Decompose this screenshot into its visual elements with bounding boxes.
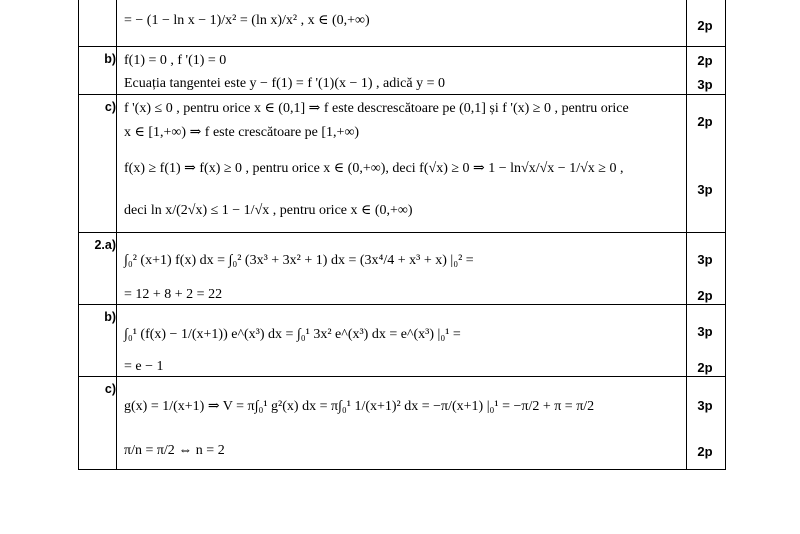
item-label: b)	[104, 310, 116, 324]
row-divider	[78, 304, 726, 305]
points-value: 2p	[697, 114, 713, 129]
points-value: 3p	[697, 398, 713, 413]
formula-line: ∫₀² (x+1) f(x) dx = ∫₀² (3x³ + 3x² + 1) dx = (3x⁴/4 + x³ + x) |₀² =	[124, 253, 474, 268]
formula-line: = 12 + 8 + 2 = 22	[124, 287, 223, 302]
row-divider	[78, 94, 726, 95]
formula-line: ∫₀¹ (f(x) − 1/(x+1)) e^(x³) dx = ∫₀¹ 3x² e^(x³) dx = e^(x³) |₀¹ =	[124, 327, 461, 342]
item-label: c)	[104, 382, 116, 396]
formula-line: f '(x) ≤ 0 , pentru orice x ∈ (0,1] ⇒ f este descrescătoare pe (0,1] și f '(x) ≥ 0 , pentru orice	[124, 101, 629, 116]
column-divider-label	[116, 0, 117, 470]
points-value: 2p	[697, 444, 713, 459]
row-divider	[78, 376, 726, 377]
row-divider	[78, 46, 726, 47]
points-value: 3p	[697, 324, 713, 339]
points-value: 3p	[697, 252, 713, 267]
formula-line: = − (1 − ln x − 1)/x² = (ln x)/x² , x ∈ (0,+∞)	[124, 13, 370, 28]
points-value: 2p	[697, 360, 713, 375]
formula-line: π/n = π/2 ⇔ n = 2	[124, 443, 225, 458]
table-border-right	[725, 0, 726, 470]
formula-line: deci ln x/(2√x) ≤ 1 − 1/√x , pentru orice x ∈ (0,+∞)	[124, 203, 413, 218]
formula-line: f(x) ≥ f(1) ⇒ f(x) ≥ 0 , pentru orice x ∈ (0,+∞), deci f(√x) ≥ 0 ⇒ 1 − ln√x/√x − 1/√x ≥ 0 ,	[124, 161, 624, 176]
points-value: 2p	[697, 288, 713, 303]
formula-line: = e − 1	[124, 359, 164, 374]
item-label: 2.a)	[94, 238, 116, 252]
row-divider	[78, 232, 726, 233]
item-label: c)	[104, 100, 116, 114]
item-label: b)	[104, 52, 116, 66]
points-value: 3p	[697, 77, 713, 92]
formula-line: Ecuația tangentei este y − f(1) = f '(1)(x − 1) , adică y = 0	[124, 76, 445, 91]
points-value: 2p	[697, 53, 713, 68]
formula-line: x ∈ [1,+∞) ⇒ f este crescătoare pe [1,+∞)	[124, 125, 360, 140]
formula-line: f(1) = 0 , f '(1) = 0	[124, 53, 227, 68]
points-value: 3p	[697, 182, 713, 197]
table-border-bottom	[78, 469, 726, 470]
formula-line: g(x) = 1/(x+1) ⇒ V = π∫₀¹ g²(x) dx = π∫₀¹ 1/(x+1)² dx = −π/(x+1) |₀¹ = −π/2 + π = π/2	[124, 399, 595, 414]
table-border-left	[78, 0, 79, 470]
points-value: 2p	[697, 18, 713, 33]
